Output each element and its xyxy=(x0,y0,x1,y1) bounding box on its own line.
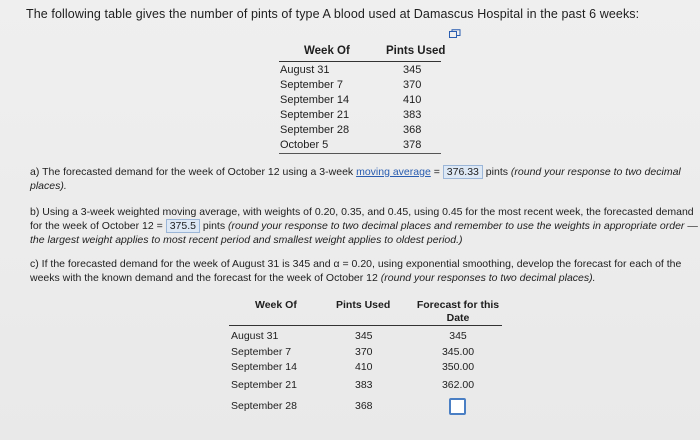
table-row xyxy=(280,138,440,153)
pints-cell: 345 xyxy=(403,64,422,76)
table1-bottom-rule xyxy=(279,153,441,154)
t2-pints-cell: 383 xyxy=(355,379,373,391)
part-c-line2 xyxy=(30,271,690,285)
t2-pints-cell: 345 xyxy=(355,330,373,342)
table1-header-pints: Pints Used xyxy=(386,45,446,57)
part-a-answer-field[interactable]: 376.33 xyxy=(443,165,483,179)
part-a-instruction: (round your response to two decimal places). xyxy=(30,166,681,192)
t2-forecast-field[interactable]: 345.00 xyxy=(441,346,475,358)
part-b-question xyxy=(30,205,700,247)
table-row xyxy=(280,93,440,108)
part-c-line1: c) If the forecasted demand for the week of August 31 is 345 and α = 0.20, using exponential smoothing, develop the forecast for each of the xyxy=(30,258,682,270)
t2-week-cell: September 21 xyxy=(231,379,297,391)
table-row xyxy=(280,123,440,138)
part-c-question xyxy=(30,257,690,285)
week-cell: September 28 xyxy=(280,124,350,136)
part-c-instruction: (round your responses to two decimal places). xyxy=(380,272,596,284)
part-b-prefix: for the week of October 12 = xyxy=(30,220,166,232)
part-c-line2-plain: weeks with the known demand and the forecast for the week of October 12 xyxy=(30,272,381,284)
part-a-prefix: a) The forecasted demand for the week of October 12 using a 3-week xyxy=(30,166,357,178)
t2-forecast-field[interactable]: 350.00 xyxy=(441,361,475,373)
copy-icon[interactable] xyxy=(449,29,461,39)
table2-header-week: Week Of xyxy=(255,299,297,311)
table2-header-forecast-line1: Forecast for this xyxy=(416,299,500,311)
week-cell: September 7 xyxy=(280,79,343,91)
pints-cell: 378 xyxy=(403,139,422,151)
t2-pints-cell: 410 xyxy=(355,361,373,373)
table2-header-rule xyxy=(229,325,502,326)
part-b-answer-field[interactable]: 375.5 xyxy=(166,219,200,233)
part-a-suffix: pints xyxy=(482,166,511,178)
table1-header-week: Week Of xyxy=(304,45,350,57)
part-a-question xyxy=(30,165,690,193)
table2-header-forecast xyxy=(416,299,500,325)
moving-average-link[interactable]: moving average xyxy=(356,166,431,178)
t2-week-cell: September 14 xyxy=(231,361,297,373)
table-row xyxy=(280,63,440,78)
september-28-forecast-input[interactable] xyxy=(449,398,466,415)
table2-header-pints: Pints Used xyxy=(336,299,391,311)
table1-body xyxy=(280,63,440,153)
table2-header-forecast-line2: Date xyxy=(446,312,470,324)
t2-week-cell: September 7 xyxy=(231,346,292,358)
pints-cell: 383 xyxy=(403,109,422,121)
part-b-line3: the largest weight applies to most recent period and smallest weight applies to oldest period.) xyxy=(30,234,463,246)
week-cell: September 14 xyxy=(280,94,350,106)
week-cell: September 21 xyxy=(280,109,350,121)
intro-text: The following table gives the number of pints of type A blood used at Damascus Hospital in the past 6 weeks: xyxy=(26,7,640,21)
t2-pints-cell: 368 xyxy=(355,400,373,412)
part-a-eq: = xyxy=(430,166,443,178)
t2-week-cell: August 31 xyxy=(231,330,279,342)
pints-cell: 410 xyxy=(403,94,422,106)
part-b-instruction: (round your response to two decimal places and remember to use the weights in appropriate order — xyxy=(228,220,698,232)
part-b-line1: b) Using a 3-week weighted moving average, with weights of 0.20, 0.35, and 0.45, using 0.45 for the most recent week, the forecasted demand xyxy=(30,206,694,218)
t2-forecast-cell: 345 xyxy=(449,330,467,342)
t2-forecast-field[interactable]: 362.00 xyxy=(441,379,475,391)
week-cell: August 31 xyxy=(280,64,330,76)
pints-cell: 368 xyxy=(403,124,422,136)
t2-week-cell: September 28 xyxy=(231,400,297,412)
pints-cell: 370 xyxy=(403,79,422,91)
part-b-suffix: pints xyxy=(199,220,228,232)
week-cell: October 5 xyxy=(280,139,329,151)
table1-header-rule xyxy=(279,61,441,62)
part-b-line2 xyxy=(30,219,700,233)
table-row xyxy=(280,108,440,123)
t2-pints-cell: 370 xyxy=(355,346,373,358)
table-row xyxy=(280,78,440,93)
